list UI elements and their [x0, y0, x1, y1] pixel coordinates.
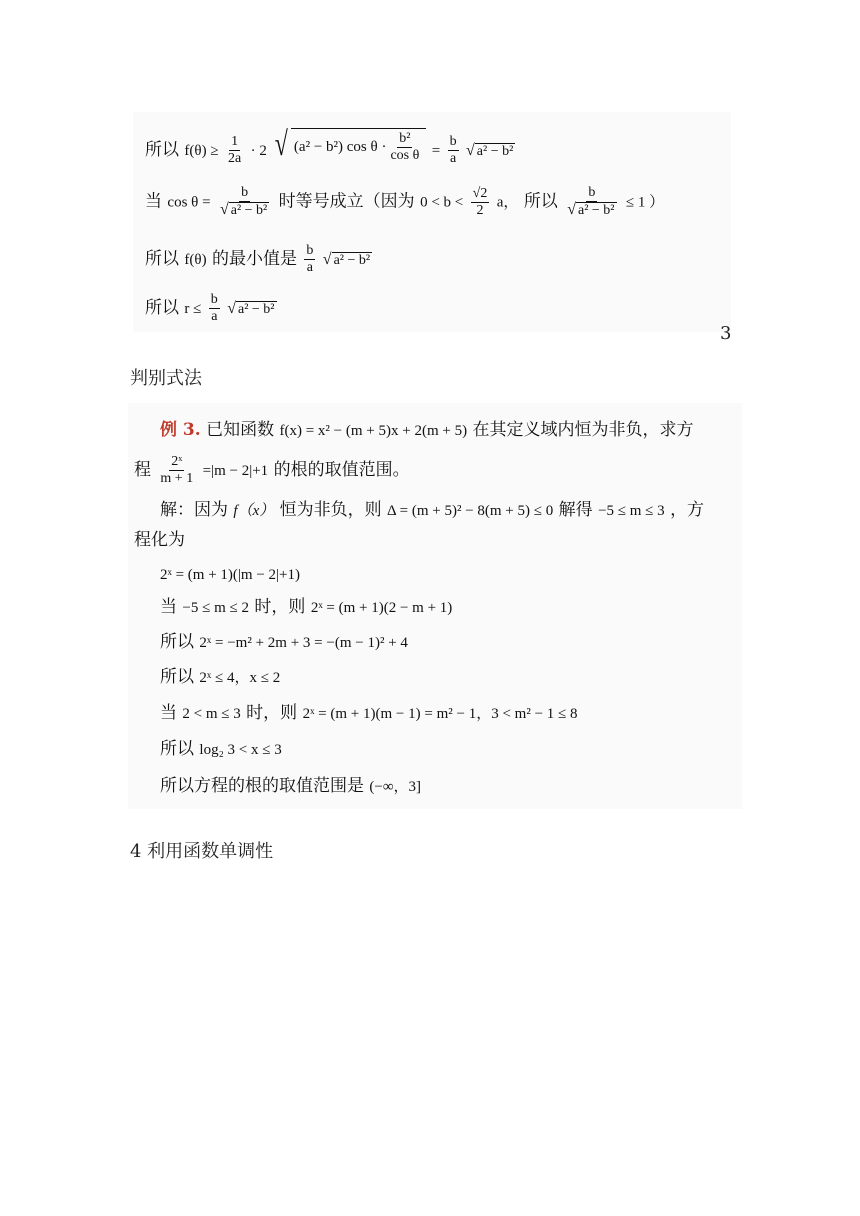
formula-line-4: [145, 292, 277, 325]
math-expr: =: [431, 143, 441, 159]
math-expr: −5 ≤ m ≤ 2: [182, 600, 249, 616]
text: 所以: [523, 191, 558, 212]
text: ，方: [670, 500, 705, 520]
text-prefix: 所以: [145, 298, 179, 318]
math-expr: 2ˣ ≤ 4，x ≤ 2: [199, 670, 281, 686]
math-expr: =|m − 2|+1: [202, 463, 269, 479]
text: 所以方程的根的取值范围是: [160, 776, 364, 796]
section-heading: 判别式法: [130, 368, 202, 389]
page-number: 3: [720, 323, 732, 344]
math-expr: 2ˣ = (m + 1)(m − 1) = m² − 1，3 < m² − 1 ≤ 8: [302, 706, 578, 722]
formula-line-3: [145, 243, 372, 276]
example-line-10: [160, 741, 282, 758]
text: 的最小值是: [211, 249, 297, 269]
math-expr: Δ = (m + 5)² − 8(m + 5) ≤ 0: [387, 503, 554, 519]
fraction-numerator: b²: [399, 131, 411, 146]
fraction-denominator: m + 1: [160, 471, 194, 486]
text: 所以: [160, 632, 194, 652]
math-expr: 2ˣ = (m + 1)(2 − m + 1): [310, 600, 453, 616]
math-expr: ≤ 1 ）: [625, 194, 665, 211]
math-expr: (a² − b²) cos θ ·: [293, 139, 387, 155]
square-root: √ a² − b²: [466, 142, 514, 159]
text: 在其定义域内恒为非负，求方: [472, 420, 694, 440]
text: 解：因为: [160, 500, 228, 520]
text: 已知函数: [206, 420, 275, 440]
fraction: [209, 292, 220, 325]
formula-line-2: [145, 185, 664, 219]
fraction: [448, 134, 459, 167]
math-expr: · 2: [250, 143, 267, 159]
example-line-1: [160, 422, 694, 439]
example-line-3: [160, 502, 704, 519]
fraction-denominator: a: [306, 260, 313, 275]
fraction: [226, 134, 243, 167]
text-prefix: 所以: [145, 249, 179, 269]
fraction-denominator: a: [211, 309, 218, 324]
fraction-numerator: b: [241, 185, 249, 200]
fraction: [471, 186, 490, 219]
fraction-denominator: cos θ: [390, 148, 420, 163]
fraction-numerator: b: [449, 134, 457, 149]
fraction-denominator: √ a² − b²: [219, 201, 268, 218]
example-line-5: [160, 566, 300, 583]
fraction: [565, 185, 618, 219]
math-expr: (−∞，3]: [369, 779, 422, 795]
square-root: √ a² − b²: [322, 251, 371, 268]
square-root: √ a² − b²: [227, 300, 275, 317]
math-expr: 0 < b <: [420, 194, 464, 211]
text: 的根的取值范围。: [273, 460, 410, 480]
example-line-4: [134, 532, 185, 549]
text: 程: [134, 460, 151, 480]
math-expr: r ≤: [184, 301, 202, 317]
text-prefix: 当: [145, 191, 162, 212]
example-line-2: [134, 454, 410, 487]
fraction: [218, 185, 271, 219]
fraction-numerator: √2: [472, 185, 488, 201]
math-expr: cos θ =: [167, 194, 211, 211]
example-line-7: [160, 634, 408, 651]
fraction-denominator: 2: [476, 202, 484, 218]
text: 程化为: [134, 530, 185, 550]
text: 恒为非负，则: [279, 500, 382, 520]
fraction-numerator: b: [588, 185, 596, 200]
text: 时等号成立（因为: [278, 191, 415, 212]
math-expr: f（x）: [233, 503, 275, 519]
text: 所以: [160, 667, 194, 687]
text: 所以: [160, 739, 194, 759]
math-expr: 2ˣ = −m² + 2m + 3 = −(m − 1)² + 4: [199, 635, 408, 651]
math-expr: f(θ): [184, 252, 207, 268]
text: 当: [160, 703, 177, 723]
text: 时，则: [246, 703, 298, 723]
fraction-denominator: √ a² − b²: [567, 201, 615, 218]
example-line-6: [160, 599, 452, 616]
fraction-numerator: 2ˣ: [171, 454, 183, 469]
fraction-denominator: a: [450, 151, 457, 166]
example-label: 例 3.: [160, 420, 201, 440]
text: 解得: [558, 500, 593, 520]
example-line-9: [160, 705, 578, 722]
text-prefix: 所以: [145, 140, 179, 160]
math-expr: f(x) = x² − (m + 5)x + 2(m + 5): [279, 423, 468, 439]
math-expr: log₂ 3 < x ≤ 3: [199, 742, 282, 758]
text: 时，则: [254, 597, 306, 617]
math-expr: 2ˣ = (m + 1)(|m − 2|+1): [160, 567, 300, 583]
math-expr: f(θ) ≥: [184, 143, 219, 159]
text: 当: [160, 597, 177, 617]
fraction: [304, 243, 315, 276]
fraction-denominator: 2a: [227, 151, 242, 166]
math-expr: a，: [496, 194, 519, 211]
fraction: [158, 454, 195, 487]
formula-line-1: [145, 128, 515, 167]
fraction-numerator: b: [210, 292, 218, 307]
section-heading: 4 利用函数单调性: [130, 841, 274, 862]
math-expr: −5 ≤ m ≤ 3: [598, 503, 665, 519]
square-root: √ (a² − b²) cos θ · $\frac{\text{b²}}{\text{cos θ}}$: [272, 128, 426, 166]
fraction: [388, 131, 421, 164]
math-expr: 2 < m ≤ 3: [182, 706, 241, 722]
example-line-8: [160, 669, 280, 686]
fraction-numerator: 1: [231, 134, 239, 149]
example-line-11: [160, 778, 421, 795]
fraction-numerator: b: [306, 243, 314, 258]
